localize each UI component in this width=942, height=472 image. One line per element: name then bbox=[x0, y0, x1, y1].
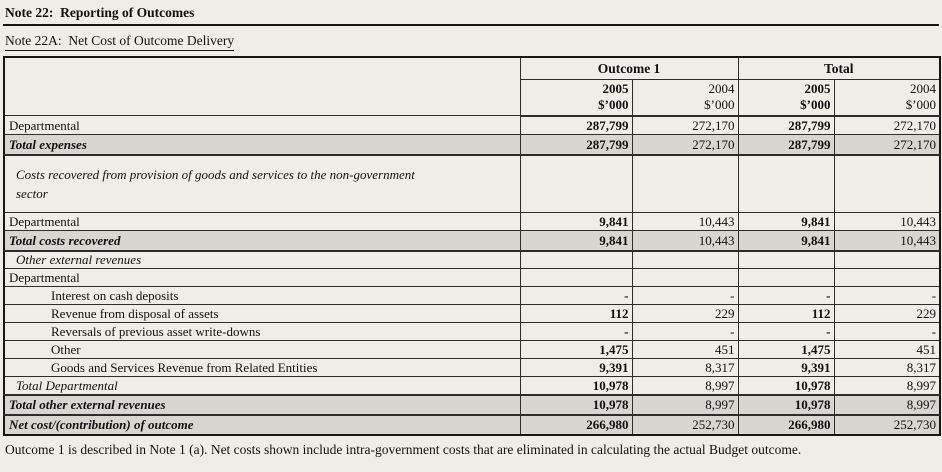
value-cell: - bbox=[632, 323, 738, 341]
table-row bbox=[4, 269, 940, 287]
value-cell: 9,841 bbox=[520, 231, 632, 251]
table-row bbox=[4, 155, 940, 213]
value-cell: - bbox=[632, 287, 738, 305]
value-cell: 1,475 bbox=[738, 341, 834, 359]
value-cell: 10,443 bbox=[632, 231, 738, 251]
column-group-row bbox=[4, 57, 940, 79]
column-header-total-2005 bbox=[738, 79, 834, 116]
column-header-total-2004 bbox=[834, 79, 940, 116]
value-cell: 266,980 bbox=[520, 415, 632, 435]
value-cell: - bbox=[520, 323, 632, 341]
table-row bbox=[4, 305, 940, 323]
row-label: Reversals of previous asset write-downs bbox=[4, 323, 520, 341]
value-cell: 112 bbox=[738, 305, 834, 323]
value-cell: 287,799 bbox=[520, 135, 632, 155]
value-cell: 266,980 bbox=[738, 415, 834, 435]
table-header bbox=[4, 57, 940, 116]
note-title: Note 22: Reporting of Outcomes bbox=[3, 3, 939, 26]
unit-label: $’000 bbox=[598, 96, 629, 112]
value-cell: 8,997 bbox=[632, 377, 738, 395]
outcomes-table bbox=[3, 56, 941, 436]
value-cell: - bbox=[520, 287, 632, 305]
row-label: Departmental bbox=[4, 116, 520, 135]
row-label: Total expenses bbox=[4, 135, 520, 155]
value-cell: 10,978 bbox=[738, 395, 834, 415]
value-cell: 10,443 bbox=[632, 213, 738, 231]
value-cell: 252,730 bbox=[834, 415, 940, 435]
value-cell: - bbox=[834, 323, 940, 341]
row-label: Total other external revenues bbox=[4, 395, 520, 415]
value-cell: 9,841 bbox=[520, 213, 632, 231]
value-cell bbox=[738, 155, 834, 213]
value-cell bbox=[520, 269, 632, 287]
value-cell: - bbox=[738, 287, 834, 305]
value-cell: 287,799 bbox=[520, 116, 632, 135]
footnote: Outcome 1 is described in Note 1 (a). Net costs shown include intra-government costs that are eliminated in calculating the actual Budget outcome. bbox=[5, 441, 802, 457]
column-header-outcome1-2005 bbox=[520, 79, 632, 116]
value-cell bbox=[520, 251, 632, 269]
table-row bbox=[4, 135, 940, 155]
row-label: Other bbox=[4, 341, 520, 359]
value-cell: 9,391 bbox=[520, 359, 632, 377]
table-row bbox=[4, 116, 940, 135]
column-group-total: Total bbox=[738, 57, 940, 79]
value-cell: 10,978 bbox=[520, 395, 632, 415]
value-cell bbox=[738, 251, 834, 269]
value-cell: 112 bbox=[520, 305, 632, 323]
table-row bbox=[4, 359, 940, 377]
value-cell bbox=[632, 155, 738, 213]
note-subtitle-row bbox=[3, 32, 939, 51]
value-cell bbox=[632, 269, 738, 287]
row-label: Revenue from disposal of assets bbox=[4, 305, 520, 323]
value-cell bbox=[834, 155, 940, 213]
column-header-outcome1-2004 bbox=[632, 79, 738, 116]
table-row bbox=[4, 231, 940, 251]
unit-label: $’000 bbox=[704, 96, 735, 112]
value-cell: 451 bbox=[632, 341, 738, 359]
value-cell bbox=[834, 251, 940, 269]
value-cell: 9,841 bbox=[738, 213, 834, 231]
row-label: Departmental bbox=[4, 213, 520, 231]
note-subtitle: Note 22A: Net Cost of Outcome Delivery bbox=[5, 33, 234, 51]
value-cell bbox=[834, 269, 940, 287]
value-cell: - bbox=[834, 287, 940, 305]
row-label: Departmental bbox=[4, 269, 520, 287]
year-label: 2005 bbox=[804, 80, 831, 96]
value-cell: 229 bbox=[834, 305, 940, 323]
value-cell: 272,170 bbox=[834, 116, 940, 135]
table-row bbox=[4, 287, 940, 305]
table-row bbox=[4, 377, 940, 395]
value-cell: 8,997 bbox=[632, 395, 738, 415]
unit-label: $’000 bbox=[905, 96, 937, 112]
value-cell: 252,730 bbox=[632, 415, 738, 435]
value-cell: 1,475 bbox=[520, 341, 632, 359]
value-cell: 451 bbox=[834, 341, 940, 359]
value-cell: 8,317 bbox=[632, 359, 738, 377]
table-row bbox=[4, 251, 940, 269]
value-cell: 9,841 bbox=[738, 231, 834, 251]
value-cell: 9,391 bbox=[738, 359, 834, 377]
value-cell: 10,443 bbox=[834, 213, 940, 231]
value-cell: 272,170 bbox=[632, 116, 738, 135]
value-cell: 287,799 bbox=[738, 135, 834, 155]
table-row bbox=[4, 323, 940, 341]
year-label: 2005 bbox=[602, 80, 629, 96]
table-row bbox=[4, 341, 940, 359]
row-label: Net cost/(contribution) of outcome bbox=[4, 415, 520, 435]
value-cell: 272,170 bbox=[632, 135, 738, 155]
value-cell: 10,978 bbox=[738, 377, 834, 395]
table-row bbox=[4, 415, 940, 435]
value-cell bbox=[520, 155, 632, 213]
row-label: Costs recovered from provision of goods and services to the non-government sector bbox=[4, 155, 520, 213]
label-column-header bbox=[4, 57, 520, 116]
column-group-outcome1: Outcome 1 bbox=[520, 57, 738, 79]
value-cell: 272,170 bbox=[834, 135, 940, 155]
row-label: Interest on cash deposits bbox=[4, 287, 520, 305]
value-cell: 10,978 bbox=[520, 377, 632, 395]
value-cell bbox=[738, 269, 834, 287]
table-body bbox=[4, 116, 940, 435]
table-row bbox=[4, 213, 940, 231]
value-cell: 287,799 bbox=[738, 116, 834, 135]
row-label: Total costs recovered bbox=[4, 231, 520, 251]
value-cell: 8,997 bbox=[834, 377, 940, 395]
value-cell bbox=[632, 251, 738, 269]
table-row bbox=[4, 395, 940, 415]
value-cell: 229 bbox=[632, 305, 738, 323]
year-label: 2004 bbox=[708, 80, 735, 96]
value-cell: 8,317 bbox=[834, 359, 940, 377]
value-cell: 8,997 bbox=[834, 395, 940, 415]
value-cell: 10,443 bbox=[834, 231, 940, 251]
row-label: Other external revenues bbox=[4, 251, 520, 269]
row-label: Goods and Services Revenue from Related Entities bbox=[4, 359, 520, 377]
value-cell: - bbox=[738, 323, 834, 341]
row-label: Total Departmental bbox=[4, 377, 520, 395]
year-label: 2004 bbox=[910, 80, 937, 96]
unit-label: $’000 bbox=[800, 96, 831, 112]
